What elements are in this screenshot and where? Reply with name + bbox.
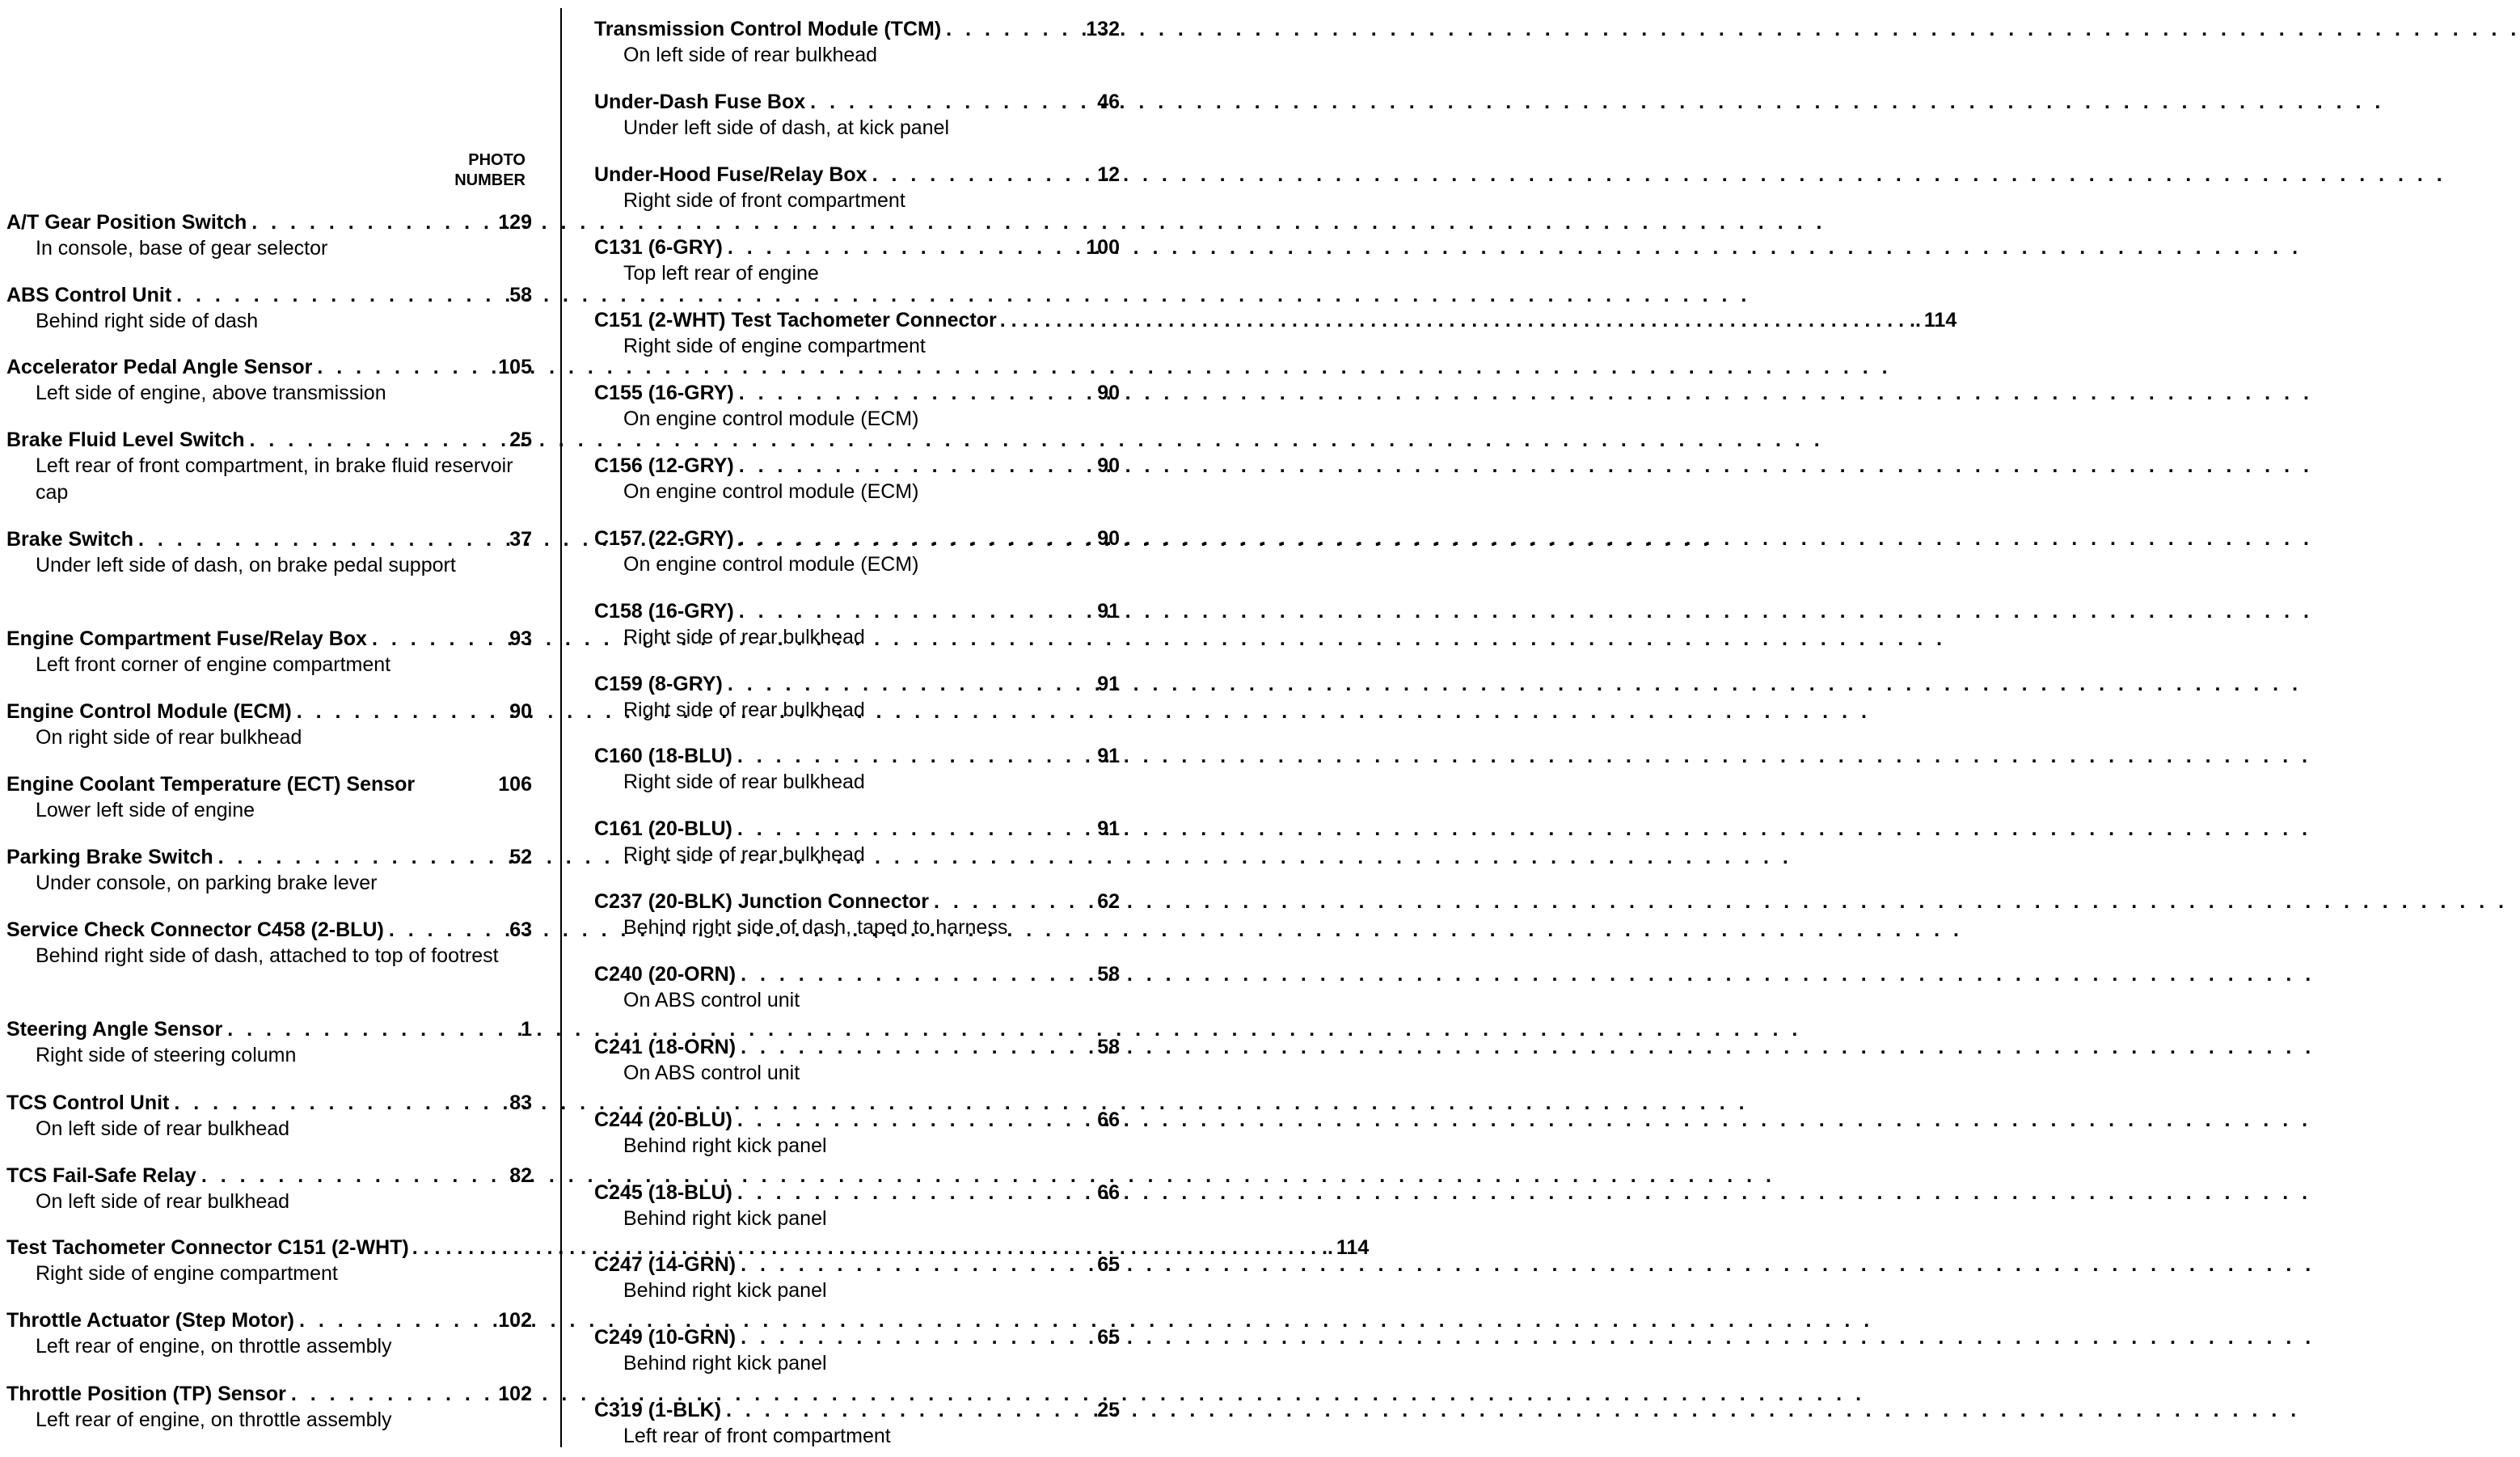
component-location: Right side of rear bulkhead: [623, 699, 865, 721]
photo-number: 90: [1097, 382, 1120, 404]
component-entry: [594, 1107, 1120, 1159]
leader-dots: [726, 1397, 1092, 1423]
component-entry: [6, 427, 532, 506]
component-name: C245 (18-BLU): [594, 1181, 732, 1204]
photo-number: 114: [1923, 309, 1957, 332]
component-entry: [6, 1307, 532, 1360]
component-name: C161 (20-BLU): [594, 817, 732, 840]
leader-dots: [934, 889, 1092, 914]
photo-number: 114: [1336, 1236, 1370, 1259]
photo-number: 91: [1097, 600, 1120, 623]
leader-dots: [741, 1252, 1092, 1278]
photo-number: 63: [509, 919, 532, 941]
column-divider: [560, 8, 562, 1447]
component-location: Under left side of dash, on brake pedal support: [36, 554, 456, 576]
component-entry: [6, 282, 532, 335]
photo-number: 12: [1097, 163, 1120, 186]
component-name: C249 (10-GRN): [594, 1326, 737, 1349]
component-location: In console, base of gear selector: [36, 237, 328, 260]
component-entry: [594, 1397, 1120, 1450]
photo-number: 52: [509, 846, 532, 868]
component-entry: [6, 1090, 532, 1142]
component-name: TCS Control Unit: [6, 1092, 170, 1114]
leader-dots: [741, 1324, 1092, 1350]
component-name: C244 (20-BLU): [594, 1109, 732, 1131]
component-entry: [594, 453, 1120, 505]
leader-dots: [737, 743, 1092, 769]
component-name: A/T Gear Position Switch: [6, 211, 247, 234]
photo-number: 37: [509, 528, 532, 551]
component-name: C159 (8-GRY): [594, 673, 723, 695]
component-entry: [594, 743, 1120, 796]
leader-dots: [739, 598, 1092, 624]
photo-number: 83: [509, 1092, 532, 1114]
component-name: Engine Coolant Temperature (ECT) Sensor: [6, 773, 416, 796]
photo-number-header: [454, 150, 526, 191]
leader-dots: [174, 1090, 504, 1116]
component-entry: [594, 889, 1120, 941]
photo-number: 58: [1097, 1036, 1120, 1058]
component-location: Right side of rear bulkhead: [623, 771, 865, 793]
component-name: ABS Control Unit: [6, 284, 172, 306]
component-name: C237 (20-BLK) Junction Connector: [594, 890, 929, 913]
component-location: Left rear of engine, on throttle assembly: [36, 1335, 392, 1358]
photo-number: 65: [1097, 1253, 1120, 1276]
component-entry: [594, 671, 1120, 724]
component-name: Test Tachometer Connector C151 (2-WHT): [6, 1236, 409, 1259]
leader-dots: . . . .: [1000, 307, 1921, 333]
component-location: Behind right kick panel: [623, 1352, 827, 1375]
component-name: Accelerator Pedal Angle Sensor: [6, 356, 313, 378]
component-entry: [594, 1324, 1120, 1377]
component-location: Under left side of dash, at kick panel: [623, 116, 950, 139]
component-entry: [6, 699, 532, 751]
component-name: C247 (14-GRN): [594, 1253, 737, 1276]
component-entry: [594, 89, 1120, 141]
component-location: On left side of rear bulkhead: [36, 1117, 290, 1140]
component-entry: [594, 598, 1120, 651]
component-location: Left rear of front compartment: [623, 1425, 891, 1447]
component-entry: [6, 626, 532, 678]
component-entry: [594, 380, 1120, 433]
photo-number: 91: [1097, 673, 1120, 695]
leader-dots: [739, 526, 1092, 551]
component-name: Transmission Control Module (TCM): [594, 18, 942, 40]
photo-number: 102: [498, 1309, 532, 1332]
leader-dots: [737, 816, 1092, 842]
component-name: Engine Control Module (ECM): [6, 700, 292, 723]
component-location: Left rear of engine, on throttle assembly: [36, 1408, 392, 1431]
photo-header-line-2: NUMBER: [454, 171, 526, 189]
component-name: C319 (1-BLK): [594, 1399, 721, 1421]
component-name: C156 (12-GRY): [594, 454, 734, 477]
component-location: On ABS control unit: [623, 989, 800, 1011]
component-location: On engine control module (ECM): [623, 408, 919, 430]
component-location: Under console, on parking brake lever: [36, 872, 378, 894]
photo-number: 1: [521, 1018, 532, 1041]
photo-number: 82: [509, 1164, 532, 1187]
component-location: Left front corner of engine compartment: [36, 653, 391, 676]
component-entry: [594, 1252, 1120, 1304]
component-location: Behind right side of dash, attached to top of footrest: [36, 944, 499, 967]
component-name: TCS Fail-Safe Relay: [6, 1164, 196, 1187]
component-location: Behind right kick panel: [623, 1207, 827, 1230]
leader-dots: [728, 671, 1092, 697]
component-location: On ABS control unit: [623, 1062, 800, 1084]
component-entry: [594, 16, 1120, 69]
leader-dots: [291, 1381, 493, 1407]
leader-dots: [201, 1163, 504, 1189]
leader-dots: [810, 89, 1092, 115]
component-entry: [594, 816, 1120, 868]
leader-dots: [872, 162, 1093, 188]
leader-dots: [250, 427, 505, 453]
component-name: C151 (2-WHT) Test Tachometer Connector: [594, 309, 997, 332]
component-location: On left side of rear bulkhead: [36, 1190, 290, 1213]
photo-number: 102: [498, 1383, 532, 1405]
component-location: Behind right kick panel: [623, 1134, 827, 1157]
leader-dots: [389, 917, 504, 943]
photo-number: 58: [509, 284, 532, 306]
leader-dots: [739, 380, 1092, 406]
photo-number: 90: [1097, 454, 1120, 477]
leader-dots: [176, 282, 504, 308]
component-entry: [6, 844, 532, 897]
leader-dots: [299, 1307, 493, 1333]
leader-dots: [138, 526, 504, 552]
photo-number: 66: [1097, 1181, 1120, 1204]
component-entry: [594, 234, 1120, 287]
photo-number: 132: [1086, 18, 1120, 40]
component-location: Right side of engine compartment: [623, 335, 926, 357]
component-name: Under-Dash Fuse Box: [594, 91, 806, 113]
component-entry: [6, 1163, 532, 1215]
component-name: C158 (16-GRY): [594, 600, 734, 623]
component-location: Right side of engine compartment: [36, 1262, 338, 1285]
component-location: Behind right side of dash, taped to harness: [623, 916, 1008, 939]
leader-dots: [251, 209, 493, 235]
component-name: Throttle Actuator (Step Motor): [6, 1309, 294, 1332]
component-location: Right side of rear bulkhead: [623, 626, 865, 648]
component-location: Behind right side of dash: [36, 310, 259, 332]
component-name: Throttle Position (TP) Sensor: [6, 1383, 286, 1405]
photo-header-line-1: PHOTO: [468, 151, 526, 169]
component-name: Steering Angle Sensor: [6, 1018, 223, 1041]
component-location: On engine control module (ECM): [623, 480, 919, 503]
leader-dots: [317, 354, 493, 380]
leader-dots: [741, 961, 1092, 987]
photo-number: 90: [1097, 527, 1120, 550]
component-entry: [6, 1381, 532, 1434]
photo-number: 66: [1097, 1109, 1120, 1131]
leader-dots: . . . .: [412, 1235, 1333, 1261]
component-entry: [594, 162, 1120, 214]
component-entry: [6, 771, 532, 824]
component-name: Under-Hood Fuse/Relay Box: [594, 163, 867, 186]
leader-dots: [218, 844, 505, 870]
leader-dots: [946, 16, 1081, 42]
component-location: Right side of rear bulkhead: [623, 843, 865, 866]
component-location: On left side of rear bulkhead: [623, 44, 878, 66]
photo-number: 62: [1097, 890, 1120, 913]
component-name: C241 (18-ORN): [594, 1036, 737, 1058]
component-entry: [6, 354, 532, 407]
component-name: C131 (6-GRY): [594, 236, 723, 259]
component-entry: [6, 1016, 532, 1069]
component-name: C160 (18-BLU): [594, 745, 732, 767]
component-entry: [6, 526, 532, 579]
photo-number: 25: [509, 429, 532, 451]
leader-dots: [227, 1016, 516, 1042]
component-location: Left rear of front compartment, in brake fluid reservoir cap: [36, 454, 513, 504]
component-name: C157 (22-GRY): [594, 527, 734, 550]
component-name: C240 (20-ORN): [594, 963, 737, 986]
component-name: Brake Switch: [6, 528, 134, 551]
component-entry: [594, 1034, 1120, 1087]
photo-number: 58: [1097, 963, 1120, 986]
component-entry: [594, 961, 1120, 1014]
leader-dots: [737, 1107, 1092, 1133]
component-name: Parking Brake Switch: [6, 846, 213, 868]
leader-dots: [739, 453, 1092, 479]
photo-number: 100: [1086, 236, 1120, 259]
leader-dots: [372, 626, 504, 652]
photo-number: 93: [509, 627, 532, 650]
photo-number: 65: [1097, 1326, 1120, 1349]
component-entry: [594, 307, 1957, 360]
component-location: Behind right kick panel: [623, 1279, 827, 1302]
photo-number: 91: [1097, 745, 1120, 767]
photo-number: 91: [1097, 817, 1120, 840]
component-location: Right side of steering column: [36, 1044, 297, 1066]
component-entry: [6, 917, 532, 969]
photo-number: 25: [1097, 1399, 1120, 1421]
leader-dots: [737, 1180, 1092, 1206]
component-location: Left side of engine, above transmission: [36, 382, 386, 404]
photo-number: 90: [509, 700, 532, 723]
component-location: Top left rear of engine: [623, 262, 819, 285]
component-entry: [594, 1180, 1120, 1232]
component-name: C155 (16-GRY): [594, 382, 734, 404]
component-location: On engine control module (ECM): [623, 553, 919, 576]
component-name: Brake Fluid Level Switch: [6, 429, 245, 451]
component-location: Lower left side of engine: [36, 799, 255, 821]
component-location: Right side of front compartment: [623, 189, 905, 212]
component-name: Engine Compartment Fuse/Relay Box: [6, 627, 367, 650]
leader-dots: [728, 234, 1081, 260]
leader-dots: [741, 1034, 1092, 1060]
photo-number: 105: [498, 356, 532, 378]
photo-number: 46: [1097, 91, 1120, 113]
component-entry: [6, 209, 532, 262]
component-name: Service Check Connector C458 (2-BLU): [6, 919, 384, 941]
component-location: On right side of rear bulkhead: [36, 726, 302, 749]
component-entry: [594, 526, 1120, 578]
photo-number: 129: [498, 211, 532, 234]
leader-dots: [297, 699, 504, 724]
photo-number: 106: [498, 773, 532, 796]
